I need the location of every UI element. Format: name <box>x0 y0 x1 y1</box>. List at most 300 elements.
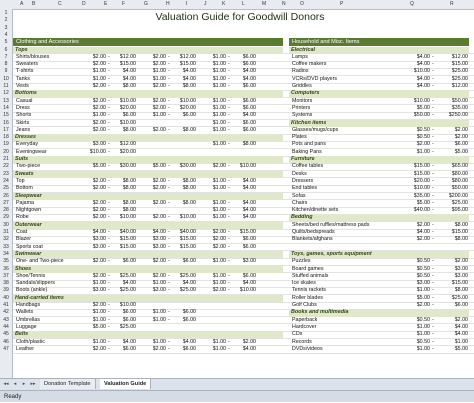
row-number[interactable]: 26 <box>3 192 9 199</box>
row-number[interactable]: 24 <box>3 177 9 184</box>
price-high[interactable]: $80.00 <box>451 177 468 184</box>
column-header-g[interactable]: G <box>144 1 148 7</box>
row-number[interactable]: 45 <box>3 331 9 338</box>
price-high[interactable]: $15.00 <box>119 243 136 250</box>
item-name[interactable]: Radios <box>292 68 309 75</box>
price-high[interactable]: $8.00 <box>242 141 256 148</box>
item-name[interactable]: Roller blades <box>292 294 323 301</box>
price-high[interactable]: $80.00 <box>451 170 468 177</box>
item-name[interactable]: Stuffed animals <box>292 272 329 279</box>
row-number[interactable]: 18 <box>3 134 9 141</box>
first-sheet-icon[interactable]: ◂◂ <box>3 381 9 387</box>
price-high[interactable]: $50.00 <box>451 185 468 192</box>
price-high[interactable]: $4.00 <box>122 280 136 287</box>
column-header-q[interactable]: Q <box>410 1 414 7</box>
price-low[interactable]: $2.00 <box>92 185 106 192</box>
price-high[interactable]: $4.00 <box>182 338 196 345</box>
column-header-a[interactable]: A <box>20 1 24 7</box>
price-low[interactable]: $2.00 <box>92 53 106 60</box>
price-low[interactable]: $2.00 <box>92 119 106 126</box>
price-low[interactable]: $0.50 <box>416 134 430 141</box>
price-high[interactable]: $4.00 <box>122 75 136 82</box>
item-name[interactable]: Skirts <box>16 119 30 126</box>
price-low[interactable]: $2.00 <box>152 199 166 206</box>
item-name[interactable]: Handbags <box>16 302 41 308</box>
price-high[interactable]: $8.00 <box>122 185 136 192</box>
price-low[interactable]: $3.00 <box>92 287 106 294</box>
price-low[interactable]: $1.00 <box>212 126 226 133</box>
price-high[interactable]: $15.00 <box>119 236 136 243</box>
price-low[interactable]: $10.00 <box>413 97 430 104</box>
price-low[interactable]: $2.00 <box>92 61 106 68</box>
price-high[interactable]: $25.00 <box>451 68 468 75</box>
row-number[interactable]: 34 <box>3 250 9 257</box>
price-low[interactable]: $2.00 <box>416 141 430 148</box>
item-name[interactable]: CDs <box>292 331 303 338</box>
price-low[interactable]: $2.00 <box>152 104 166 111</box>
price-high[interactable]: $4.00 <box>242 177 256 184</box>
item-name[interactable]: Coat <box>16 229 28 235</box>
price-low[interactable]: $1.00 <box>152 112 166 119</box>
item-name[interactable]: Jeans <box>16 126 31 133</box>
price-high[interactable]: $4.00 <box>242 185 256 192</box>
item-name[interactable]: Luggage <box>16 323 37 330</box>
row-number[interactable]: 23 <box>3 170 9 177</box>
price-high[interactable]: $8.00 <box>182 126 196 133</box>
column-header-c[interactable]: C <box>58 1 62 7</box>
price-low[interactable]: $1.00 <box>212 112 226 119</box>
price-high[interactable]: $8.00 <box>122 177 136 184</box>
price-high[interactable]: $25.00 <box>451 294 468 301</box>
price-low[interactable]: $2.00 <box>92 214 106 221</box>
item-name[interactable]: Blankets/afghans <box>292 236 333 243</box>
price-low[interactable]: $4.00 <box>416 61 430 68</box>
price-low[interactable]: $2.00 <box>152 214 166 221</box>
price-low[interactable]: $1.00 <box>212 185 226 192</box>
row-number[interactable]: 32 <box>3 236 9 243</box>
price-high[interactable]: $8.00 <box>454 221 468 228</box>
price-low[interactable]: $1.00 <box>212 68 226 75</box>
item-name[interactable]: Chairs <box>292 199 308 206</box>
item-name[interactable]: Paperback <box>292 316 318 323</box>
item-name[interactable]: Umbrellas <box>16 316 40 323</box>
price-low[interactable]: $2.00 <box>92 258 106 265</box>
item-name[interactable]: Ice skates <box>292 280 316 287</box>
item-name[interactable]: Robe <box>16 214 29 221</box>
price-low[interactable]: $2.00 <box>92 272 106 279</box>
price-high[interactable]: $8.00 <box>122 207 136 214</box>
price-low[interactable]: $1.00 <box>92 75 106 82</box>
price-low[interactable]: $2.00 <box>152 185 166 192</box>
item-name[interactable]: Pajama <box>16 199 34 206</box>
row-number[interactable]: 46 <box>3 338 9 345</box>
row-number[interactable]: 43 <box>3 316 9 323</box>
price-low[interactable]: $1.00 <box>212 199 226 206</box>
price-high[interactable]: $8.00 <box>182 177 196 184</box>
item-name[interactable]: Sports coat <box>16 243 43 250</box>
price-high[interactable]: $3.00 <box>242 258 256 265</box>
price-low[interactable]: $1.00 <box>416 323 430 330</box>
price-high[interactable]: $6.00 <box>242 61 256 68</box>
price-high[interactable]: $15.00 <box>179 236 196 243</box>
price-high[interactable]: $4.00 <box>242 214 256 221</box>
row-number[interactable]: 39 <box>3 287 9 294</box>
price-high[interactable]: $2.00 <box>242 338 256 345</box>
row-number[interactable]: 3 <box>4 24 8 31</box>
price-high[interactable]: $4.00 <box>242 199 256 206</box>
row-number[interactable]: 38 <box>3 280 9 287</box>
price-low[interactable]: $1.00 <box>212 83 226 89</box>
item-name[interactable]: Shoe/Tennis <box>16 272 46 279</box>
price-high[interactable]: $12.00 <box>119 53 136 60</box>
price-high[interactable]: $20.00 <box>179 104 196 111</box>
price-low[interactable]: $2.00 <box>152 61 166 68</box>
price-low[interactable]: $2.00 <box>92 126 106 133</box>
price-low[interactable]: $1.00 <box>212 53 226 60</box>
row-number[interactable]: 42 <box>3 309 9 316</box>
column-header-o[interactable]: O <box>300 1 304 7</box>
price-low[interactable]: $2.00 <box>212 229 226 235</box>
price-high[interactable]: $10.00 <box>179 214 196 221</box>
price-high[interactable]: $6.00 <box>242 104 256 111</box>
price-low[interactable]: $1.00 <box>92 316 106 323</box>
price-low[interactable]: $1.00 <box>212 338 226 345</box>
price-low[interactable]: $2.00 <box>152 83 166 89</box>
price-high[interactable]: $250.00 <box>448 112 468 119</box>
item-name[interactable]: Everyday <box>16 141 39 148</box>
price-high[interactable]: $8.00 <box>182 199 196 206</box>
item-name[interactable]: Quilts/bedspreads <box>292 229 335 235</box>
price-high[interactable]: $20.00 <box>119 148 136 155</box>
price-high[interactable]: $25.00 <box>179 272 196 279</box>
price-low[interactable]: $5.00 <box>416 199 430 206</box>
row-number[interactable]: 13 <box>3 97 9 104</box>
price-high[interactable]: $6.00 <box>454 302 468 308</box>
price-low[interactable]: $4.00 <box>152 229 166 235</box>
price-low[interactable]: $2.00 <box>92 302 106 308</box>
price-high[interactable]: $25.00 <box>119 287 136 294</box>
price-high[interactable]: $95.00 <box>451 207 468 214</box>
price-low[interactable]: $10.00 <box>413 185 430 192</box>
price-high[interactable]: $4.00 <box>454 331 468 338</box>
price-low[interactable]: $1.00 <box>416 331 430 338</box>
price-high[interactable]: $12.00 <box>179 53 196 60</box>
price-low[interactable]: $1.00 <box>92 112 106 119</box>
price-low[interactable]: $4.00 <box>416 83 430 89</box>
price-low[interactable]: $1.00 <box>92 338 106 345</box>
item-name[interactable]: Lamps <box>292 53 308 60</box>
price-high[interactable]: $6.00 <box>182 309 196 316</box>
price-low[interactable]: $5.00 <box>416 294 430 301</box>
row-number[interactable]: 21 <box>3 156 9 162</box>
item-name[interactable]: Puzzles <box>292 258 311 265</box>
row-number[interactable]: 30 <box>3 221 9 228</box>
price-high[interactable]: $1.00 <box>454 338 468 345</box>
price-low[interactable]: $1.00 <box>212 272 226 279</box>
item-name[interactable]: End tables <box>292 185 318 192</box>
price-low[interactable]: $2.00 <box>212 163 226 170</box>
row-number[interactable]: 44 <box>3 323 9 330</box>
price-high[interactable]: $15.00 <box>451 61 468 68</box>
price-low[interactable]: $4.00 <box>416 75 430 82</box>
price-low[interactable]: $2.00 <box>152 126 166 133</box>
item-name[interactable]: Systems <box>292 112 313 119</box>
item-name[interactable]: Sandals/slippers <box>16 280 55 287</box>
row-number[interactable]: 8 <box>4 61 8 68</box>
price-low[interactable]: $1.00 <box>212 141 226 148</box>
item-name[interactable]: Kitchen/dinette sets <box>292 207 339 214</box>
price-low[interactable]: $2.00 <box>212 243 226 250</box>
tab-donation-template[interactable]: Donation Template <box>40 379 96 389</box>
price-low[interactable]: $0.50 <box>416 126 430 133</box>
price-low[interactable]: $3.00 <box>416 280 430 287</box>
price-low[interactable]: $1.00 <box>152 338 166 345</box>
price-high[interactable]: $4.00 <box>122 68 136 75</box>
item-name[interactable]: Boots (ankle) <box>16 287 48 294</box>
price-high[interactable]: $6.00 <box>242 119 256 126</box>
price-high[interactable]: $30.00 <box>119 163 136 170</box>
price-low[interactable]: $2.00 <box>152 177 166 184</box>
item-name[interactable] <box>292 244 412 251</box>
price-low[interactable]: $1.00 <box>416 345 430 352</box>
row-number[interactable]: 28 <box>3 207 9 214</box>
price-high[interactable]: $15.00 <box>179 61 196 68</box>
price-high[interactable]: $4.00 <box>242 112 256 119</box>
price-low[interactable]: $5.00 <box>92 323 106 330</box>
price-high[interactable]: $25.00 <box>119 323 136 330</box>
price-low[interactable]: $0.50 <box>416 316 430 323</box>
item-name[interactable]: Eveningwear <box>16 148 47 155</box>
price-low[interactable]: $5.00 <box>416 104 430 111</box>
row-number[interactable]: 47 <box>3 345 9 352</box>
price-low[interactable]: $5.00 <box>152 163 166 170</box>
price-low[interactable]: $2.00 <box>416 302 430 308</box>
price-low[interactable]: $1.00 <box>212 119 226 126</box>
price-low[interactable]: $2.00 <box>416 221 430 228</box>
price-low[interactable]: $2.00 <box>212 236 226 243</box>
price-high[interactable]: $40.00 <box>179 229 196 235</box>
price-high[interactable]: $15.00 <box>451 280 468 287</box>
price-high[interactable]: $6.00 <box>242 83 256 89</box>
price-high[interactable]: $6.00 <box>242 272 256 279</box>
price-high[interactable]: $35.00 <box>451 104 468 111</box>
item-name[interactable]: VCRs/DVD players <box>292 75 338 82</box>
price-low[interactable]: $4.00 <box>92 229 106 235</box>
item-name[interactable]: Pots and pans <box>292 141 326 148</box>
row-number[interactable]: 41 <box>3 302 9 308</box>
row-number[interactable]: 4 <box>4 31 8 38</box>
item-name[interactable]: Wallets <box>16 309 34 316</box>
price-low[interactable]: $1.00 <box>92 309 106 316</box>
price-high[interactable]: $6.00 <box>242 53 256 60</box>
column-header-e[interactable]: E <box>104 1 108 7</box>
tab-valuation-guide[interactable]: Valuation Guide <box>100 379 151 389</box>
row-number[interactable]: 20 <box>3 148 9 155</box>
item-name[interactable]: Board games <box>292 265 324 272</box>
item-name[interactable]: Tanks <box>16 75 30 82</box>
price-high[interactable]: $5.00 <box>454 345 468 352</box>
row-number[interactable]: 22 <box>3 163 9 170</box>
price-high[interactable]: $6.00 <box>182 258 196 265</box>
column-header-h[interactable]: H <box>166 1 170 7</box>
price-high[interactable]: $3.00 <box>454 272 468 279</box>
price-low[interactable]: $1.00 <box>212 97 226 104</box>
price-low[interactable]: $20.00 <box>413 177 430 184</box>
price-high[interactable]: $4.00 <box>182 75 196 82</box>
price-high[interactable]: $4.00 <box>242 345 256 352</box>
row-number[interactable]: 16 <box>3 119 9 126</box>
price-low[interactable]: $1.00 <box>152 68 166 75</box>
price-high[interactable]: $8.00 <box>122 83 136 89</box>
item-name[interactable]: Two-piece <box>16 163 41 170</box>
price-high[interactable]: $10.00 <box>119 119 136 126</box>
price-high[interactable]: $40.00 <box>119 229 136 235</box>
price-high[interactable]: $4.00 <box>242 68 256 75</box>
item-name[interactable]: T-shirts <box>16 68 34 75</box>
row-number[interactable]: 12 <box>3 90 9 97</box>
item-name[interactable]: Nightgown <box>16 207 42 214</box>
last-sheet-icon[interactable]: ▸▸ <box>30 381 36 387</box>
column-header-p[interactable]: P <box>340 1 344 7</box>
next-sheet-icon[interactable]: ▸ <box>22 381 26 387</box>
price-low[interactable]: $1.00 <box>416 287 430 294</box>
price-high[interactable]: $10.00 <box>239 287 256 294</box>
item-name[interactable]: Tennis rackets <box>292 287 326 294</box>
price-high[interactable]: $12.00 <box>451 83 468 89</box>
price-low[interactable]: $15.00 <box>413 163 430 170</box>
price-high[interactable]: $2.00 <box>454 134 468 141</box>
price-high[interactable]: $10.00 <box>119 302 136 308</box>
row-number[interactable]: 29 <box>3 214 9 221</box>
prev-sheet-icon[interactable]: ◂ <box>13 381 17 387</box>
item-name[interactable]: Shirts/blouses <box>16 53 50 60</box>
price-high[interactable]: $6.00 <box>454 141 468 148</box>
column-header-d[interactable]: D <box>82 1 86 7</box>
price-low[interactable]: $40.00 <box>413 207 430 214</box>
price-low[interactable]: $2.00 <box>92 199 106 206</box>
price-high[interactable]: $10.00 <box>179 97 196 104</box>
item-name[interactable]: Sofas <box>292 192 306 199</box>
row-number[interactable]: 36 <box>3 265 9 272</box>
price-high[interactable]: $25.00 <box>179 287 196 294</box>
item-name[interactable]: Top <box>16 177 25 184</box>
row-number[interactable]: 19 <box>3 141 9 148</box>
price-low[interactable]: $2.00 <box>152 258 166 265</box>
price-high[interactable]: $6.00 <box>182 345 196 352</box>
price-high[interactable]: $12.00 <box>451 53 468 60</box>
item-name[interactable]: Sheets/bed ruffles/mattress pads <box>292 221 370 228</box>
column-header-i[interactable]: I <box>186 1 188 7</box>
price-high[interactable]: $8.00 <box>182 185 196 192</box>
item-name[interactable]: Printers <box>292 104 311 111</box>
price-high[interactable]: $10.00 <box>239 163 256 170</box>
row-number[interactable]: 9 <box>4 68 8 75</box>
price-low[interactable]: $1.00 <box>212 214 226 221</box>
price-low[interactable]: $0.50 <box>416 265 430 272</box>
item-name[interactable]: Coffee makers <box>292 61 327 68</box>
column-header-r[interactable]: R <box>450 1 454 7</box>
column-header-b[interactable]: B <box>32 1 36 7</box>
price-low[interactable]: $2.00 <box>92 207 106 214</box>
column-header-f[interactable]: F <box>122 1 126 7</box>
item-name[interactable]: Glasses/mugs/cups <box>292 126 339 133</box>
price-high[interactable]: $4.00 <box>182 68 196 75</box>
row-number[interactable]: 25 <box>3 185 9 192</box>
price-low[interactable]: $15.00 <box>413 170 430 177</box>
row-number[interactable]: 14 <box>3 104 9 111</box>
row-number[interactable]: 31 <box>3 229 9 235</box>
price-high[interactable]: $200.00 <box>448 192 468 199</box>
item-name[interactable]: Coffee tables <box>292 163 324 170</box>
price-high[interactable]: $6.00 <box>122 309 136 316</box>
price-high[interactable]: $15.00 <box>239 229 256 235</box>
column-header-l[interactable]: L <box>242 1 245 7</box>
item-name[interactable]: DVDs/videos <box>292 345 323 352</box>
price-high[interactable]: $25.00 <box>451 199 468 206</box>
price-low[interactable]: $3.00 <box>152 287 166 294</box>
item-name[interactable]: Sweaters <box>16 61 39 68</box>
price-high[interactable]: $6.00 <box>242 97 256 104</box>
item-name[interactable]: Records <box>292 338 312 345</box>
price-low[interactable]: $1.00 <box>152 280 166 287</box>
item-name[interactable]: Desks <box>292 170 307 177</box>
price-high[interactable]: $6.00 <box>122 112 136 119</box>
price-high[interactable]: $50.00 <box>451 97 468 104</box>
price-low[interactable]: $2.00 <box>416 236 430 243</box>
price-high[interactable]: $2.00 <box>454 126 468 133</box>
price-low[interactable]: $1.00 <box>212 345 226 352</box>
row-number[interactable]: 11 <box>3 83 9 89</box>
item-name[interactable]: Plates <box>292 134 307 141</box>
price-low[interactable]: $2.00 <box>92 104 106 111</box>
price-low[interactable]: $1.00 <box>92 280 106 287</box>
price-low[interactable]: $50.00 <box>413 112 430 119</box>
price-low[interactable]: $1.00 <box>212 258 226 265</box>
column-header-m[interactable]: M <box>262 1 267 7</box>
price-low[interactable]: $10.00 <box>413 68 430 75</box>
price-high[interactable]: $6.00 <box>242 126 256 133</box>
price-low[interactable]: $0.50 <box>416 338 430 345</box>
price-low[interactable]: $1.00 <box>152 316 166 323</box>
item-name[interactable]: Bottom <box>16 185 33 192</box>
item-name[interactable]: Monitors <box>292 97 313 104</box>
price-high[interactable]: $2.00 <box>454 258 468 265</box>
price-high[interactable]: $4.00 <box>242 75 256 82</box>
price-high[interactable]: $15.00 <box>179 243 196 250</box>
price-low[interactable]: $0.50 <box>416 258 430 265</box>
price-high[interactable]: $6.00 <box>122 316 136 323</box>
price-low[interactable]: $1.00 <box>212 75 226 82</box>
price-high[interactable]: $5.00 <box>454 148 468 155</box>
row-number[interactable]: 10 <box>3 75 9 82</box>
row-number[interactable]: 1 <box>4 10 8 16</box>
price-low[interactable]: $1.00 <box>212 61 226 68</box>
price-high[interactable]: $4.00 <box>122 338 136 345</box>
price-high[interactable]: $8.00 <box>122 199 136 206</box>
item-name[interactable]: Hardcover <box>292 323 317 330</box>
price-high[interactable]: $4.00 <box>242 280 256 287</box>
item-name[interactable]: Dress <box>16 104 30 111</box>
price-high[interactable]: $15.00 <box>119 61 136 68</box>
row-number[interactable]: 40 <box>3 294 9 301</box>
price-high[interactable]: $10.00 <box>119 214 136 221</box>
price-low[interactable]: $2.00 <box>92 97 106 104</box>
item-name[interactable]: Golf Clubs <box>292 302 317 308</box>
price-high[interactable]: $3.00 <box>454 265 468 272</box>
price-high[interactable]: $8.00 <box>182 83 196 89</box>
item-name[interactable]: Griddles <box>292 83 312 89</box>
row-number[interactable]: 5 <box>4 39 8 46</box>
